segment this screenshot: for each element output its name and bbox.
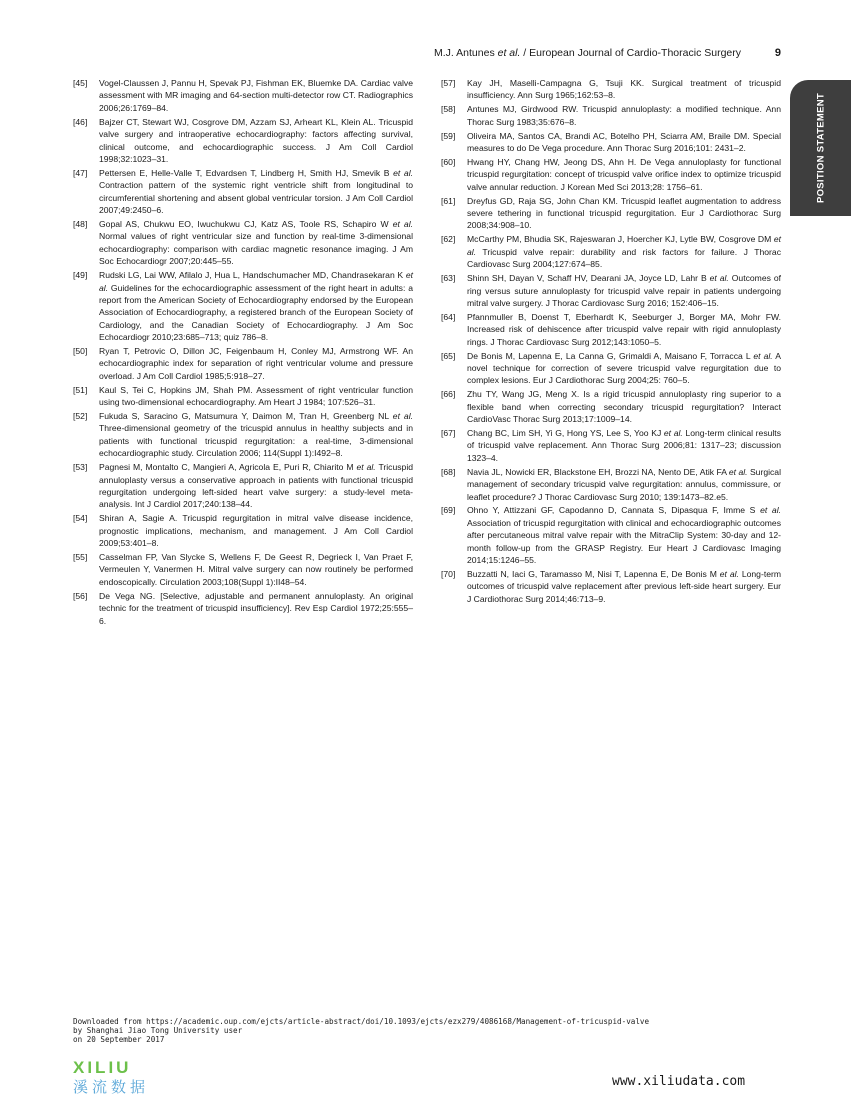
reference-item: [73, 116, 413, 166]
download-note: [73, 1017, 773, 1045]
reference-item: [73, 512, 413, 549]
header-authors: M.J. Antunes: [434, 47, 498, 59]
reference-text: De Vega NG. [Selective, adjustable and permanent annuloplasty. An original technic for the treatment of tricuspid insufficiency]. Rev Esp Cardiol 1972;25:555–6.: [99, 590, 413, 626]
reference-number: [57]: [441, 78, 456, 88]
reference-item: [73, 167, 413, 217]
reference-number: [45]: [73, 78, 88, 88]
reference-number: [68]: [441, 466, 456, 477]
position-statement-tab: [790, 80, 851, 216]
reference-text: Oliveira MA, Santos CA, Brandi AC, Botelho PH, Sciarra AM, Braile DM. Special measures to do De Vega procedure. Ann Thorac Surg 2016;101: 2431–2.: [467, 130, 781, 154]
reference-text: Shiran A, Sagie A. Tricuspid regurgitation in mitral valve disease incidence, prognostic implications, mechanism, and management. J Am Coll Cardiol 2009;53:401–8.: [99, 513, 413, 549]
reference-number: [64]: [441, 311, 456, 322]
reference-text: De Bonis M, Lapenna E, La Canna G, Grimaldi A, Maisano F, Torracca L et al. A novel technique for correction of severe tricuspid valve regurgitation due to complex lesions. Eur J Cardiothorac Surg 2004;25: 760–5.: [467, 350, 781, 386]
side-tab-label: POSITION STATEMENT: [815, 92, 826, 204]
reference-number: [59]: [441, 130, 456, 141]
reference-number: [46]: [73, 116, 88, 127]
reference-number: [48]: [73, 218, 88, 229]
reference-item: [73, 551, 413, 588]
reference-item: [441, 103, 781, 128]
reference-item: [441, 427, 781, 464]
reference-text: Gopal AS, Chukwu EO, Iwuchukwu CJ, Katz AS, Toole RS, Schapiro W et al. Normal values of right ventricular size and function by real-time 3-dimensional echocardiography: comparison with cardiac magnetic resonance imaging. J Am Soc Echocardiogr 2007;20:445–55.: [99, 218, 413, 267]
reference-item: [441, 77, 781, 102]
reference-number: [67]: [441, 427, 456, 438]
reference-number: [69]: [441, 505, 456, 516]
reference-text: Bajzer CT, Stewart WJ, Cosgrove DM, Azzam SJ, Arheart KL, Klein AL. Tricuspid valve surgery and intraoperative echocardiography: factors affecting survival, clinical outcome, and echocardiographic success. J Am Coll Cardiol 1998;32:1023–31.: [99, 116, 413, 164]
references-left-column: [73, 77, 413, 628]
reference-text: Ohno Y, Attizzani GF, Capodanno D, Cannata S, Dipasqua F, Imme S et al. Association of tricuspid regurgitation with clinical and echocardiographic outcomes after percutaneous mitral valve repair with the MitraClip System: 30-day and 12-month follow-up from the GRASP Registry. Eur Heart J Cardiovasc Imaging 2014;15:1246–55.: [467, 505, 781, 566]
reference-number: [47]: [73, 167, 88, 178]
reference-text: Hwang HY, Chang HW, Jeong DS, Ahn H. De Vega annuloplasty for functional tricuspid regurgitation: concept of tricuspid valve orifice index to optimize tricuspid valve annular reduction. J Korean Med Sci 2013;28: 1756–61.: [467, 156, 781, 192]
reference-item: [73, 384, 413, 409]
reference-text: Rudski LG, Lai WW, Afilalo J, Hua L, Handschumacher MD, Chandrasekaran K et al. Guidelines for the echocardiographic assessment of the right heart in adults: a report from the American Society of Echocardiography endorsed by the European Association of Echocardiography, a registered branch of the European Society of Cardiology, and the Canadian Society of Echocardiography. J Am Soc Echocardiogr 2010;23:685–713; quiz 786–8.: [99, 270, 413, 343]
reference-number: [49]: [73, 270, 88, 281]
reference-item: [441, 504, 781, 566]
reference-text: Pfannmuller B, Doenst T, Eberhardt K, Seeburger J, Borger MA, Mohr FW. Increased risk of dehiscence after tricuspid valve repair with rigid annuloplasty rings. J Thorac Cardiovasc Surg 2012;143:1050–5.: [467, 311, 781, 347]
download-note-line: by Shanghai Jiao Tong University user: [73, 1026, 243, 1036]
reference-item: [441, 568, 781, 605]
reference-item: [441, 311, 781, 348]
reference-number: [54]: [73, 513, 88, 524]
reference-number: [55]: [73, 552, 88, 563]
reference-text: Dreyfus GD, Raja SG, John Chan KM. Tricuspid leaflet augmentation to address severe tethering in functional tricuspid regurgitation. Eur J Cardiothorac Surg 2008;34:908–10.: [467, 195, 781, 231]
reference-text: Kay JH, Maselli-Campagna G, Tsuji KK. Surgical treatment of tricuspid insufficiency. Ann Surg 1965;162:53–8.: [467, 78, 781, 101]
reference-item: [441, 350, 781, 387]
reference-number: [65]: [441, 350, 456, 361]
header-et-al: et al.: [497, 47, 521, 59]
logo-latin-text: XILIU: [73, 1058, 132, 1077]
reference-item: [73, 218, 413, 268]
page-number: 9: [774, 47, 781, 59]
reference-item: [73, 345, 413, 382]
reference-item: [441, 272, 781, 309]
reference-text: Casselman FP, Van Slycke S, Wellens F, De Geest R, Degrieck I, Van Praet F, Vermeulen Y, Vanermen H. Mitral valve surgery can now routinely be performed endoscopically. Circulation 2003;108(Suppl 1):II48–54.: [99, 552, 413, 587]
journal-title: [434, 47, 741, 60]
reference-text: Vogel-Claussen J, Pannu H, Spevak PJ, Fishman EK, Bluemke DA. Cardiac valve assessment with MR imaging and 64-section multi-detector row CT. Radiographics 2006;26:1769–84.: [99, 78, 413, 113]
reference-item: [73, 269, 413, 343]
reference-item: [441, 195, 781, 232]
reference-number: [52]: [73, 411, 88, 422]
references-right-column: [441, 77, 781, 607]
reference-number: [51]: [73, 384, 88, 395]
reference-number: [58]: [441, 104, 456, 115]
reference-item: [73, 410, 413, 460]
reference-item: [441, 130, 781, 155]
reference-text: Chang BC, Lim SH, Yi G, Hong YS, Lee S, Yoo KJ et al. Long-term clinical results of tricuspid valve replacement. Ann Thorac Surg 2006;81: 1317–23; discussion 1323–4.: [467, 427, 781, 463]
reference-text: Shinn SH, Dayan V, Schaff HV, Dearani JA, Joyce LD, Lahr B et al. Outcomes of ring versus suture annuloplasty for tricuspid valve repair in patients undergoing mitral valve surgery. J Thorac Cardiovasc Surg 2016; 152:406–15.: [467, 273, 781, 308]
reference-text: Pettersen E, Helle-Valle T, Edvardsen T, Lindberg H, Smith HJ, Smevik B et al. Contraction pattern of the systemic right ventricle shift from longitudinal to circumferential shortening and absent global ventricular torsion. J Am Coll Cardiol 2007;49:2450–6.: [99, 167, 413, 216]
reference-item: [441, 156, 781, 193]
logo-chinese-text: 溪流数据: [73, 1078, 150, 1096]
reference-text: Kaul S, Tei C, Hopkins JM, Shah PM. Assessment of right ventricular function using two-dimensional echocardiography. Am Heart J 1984; 107:526–31.: [99, 384, 413, 408]
reference-item: [73, 77, 413, 114]
reference-number: [66]: [441, 389, 456, 400]
reference-text: Pagnesi M, Montalto C, Mangieri A, Agricola E, Puri R, Chiarito M et al. Tricuspid annuloplasty versus a conservative approach in patients with functional tricuspid regurgitation undergoing left-sided heart valve surgery: a study-level meta-analysis. Int J Cardiol 2017;240:138–44.: [99, 462, 414, 510]
reference-number: [70]: [441, 568, 456, 579]
reference-number: [53]: [73, 462, 88, 473]
reference-number: [60]: [441, 156, 456, 167]
reference-item: [441, 388, 781, 425]
header-journal: / European Journal of Cardio-Thoracic Surgery: [520, 47, 741, 59]
reference-number: [63]: [441, 273, 456, 284]
reference-item: [441, 233, 781, 270]
download-note-line: Downloaded from https://academic.oup.com/ejcts/article-abstract/doi/10.1093/ejcts/ezx279/4086168/Management-of-tricuspid-valve: [73, 1017, 650, 1026]
reference-text: McCarthy PM, Bhudia SK, Rajeswaran J, Hoercher KJ, Lytle BW, Cosgrove DM et al. Tricuspid valve repair: durability and risk factors for failure. J Thorac Cardiovasc Surg 2004;127:674–85.: [467, 234, 781, 270]
reference-text: Fukuda S, Saracino G, Matsumura Y, Daimon M, Tran H, Greenberg NL et al. Three-dimensional geometry of the tricuspid annulus in healthy subjects and in patients with functional tricuspid regurgitation: a real-time, 3-dimensional echocardiographic study. Circulation 2006; 114(Suppl 1):I492–8.: [99, 411, 413, 459]
reference-number: [56]: [73, 590, 88, 601]
reference-item: [73, 590, 413, 627]
reference-number: [50]: [73, 346, 88, 357]
reference-text: Buzzatti N, Iaci G, Taramasso M, Nisi T, Lapenna E, De Bonis M et al. Long-term outcomes of tricuspid valve replacement after previous left-side heart surgery. Eur J Cardiothorac Surg 2014;46:713–9.: [467, 568, 782, 604]
reference-text: Zhu TY, Wang JG, Meng X. Is a rigid tricuspid annuloplasty ring superior to a flexible band when correcting secondary tricuspid regurgitation? Interact CardioVasc Thorac Surg 2013;17:1009–14.: [467, 389, 781, 425]
reference-text: Navia JL, Nowicki ER, Blackstone EH, Brozzi NA, Nento DE, Atik FA et al. Surgical management of secondary tricuspid valve regurgitation: annulus, commissure, or leaflet procedure? J Thorac Cardiovasc Surg 2010; 139:1473–82.e5.: [467, 466, 781, 502]
reference-item: [441, 466, 781, 503]
reference-item: [73, 461, 413, 511]
reference-text: Antunes MJ, Girdwood RW. Tricuspid annuloplasty: a modified technique. Ann Thorac Surg 1983;35:676–8.: [467, 104, 781, 127]
reference-number: [61]: [441, 195, 456, 206]
reference-text: Ryan T, Petrovic O, Dillon JC, Feigenbaum H, Conley MJ, Armstrong WF. An echocardiographic index for separation of right ventricular volume and pressure overload. J Am Coll Cardiol 1985;5:918–27.: [99, 346, 413, 381]
xiliu-logo: [73, 1058, 193, 1098]
reference-number: [62]: [441, 234, 456, 245]
download-note-line: on 20 September 2017: [73, 1035, 165, 1045]
footer-url[interactable]: www.xiliudata.com: [612, 1074, 746, 1089]
